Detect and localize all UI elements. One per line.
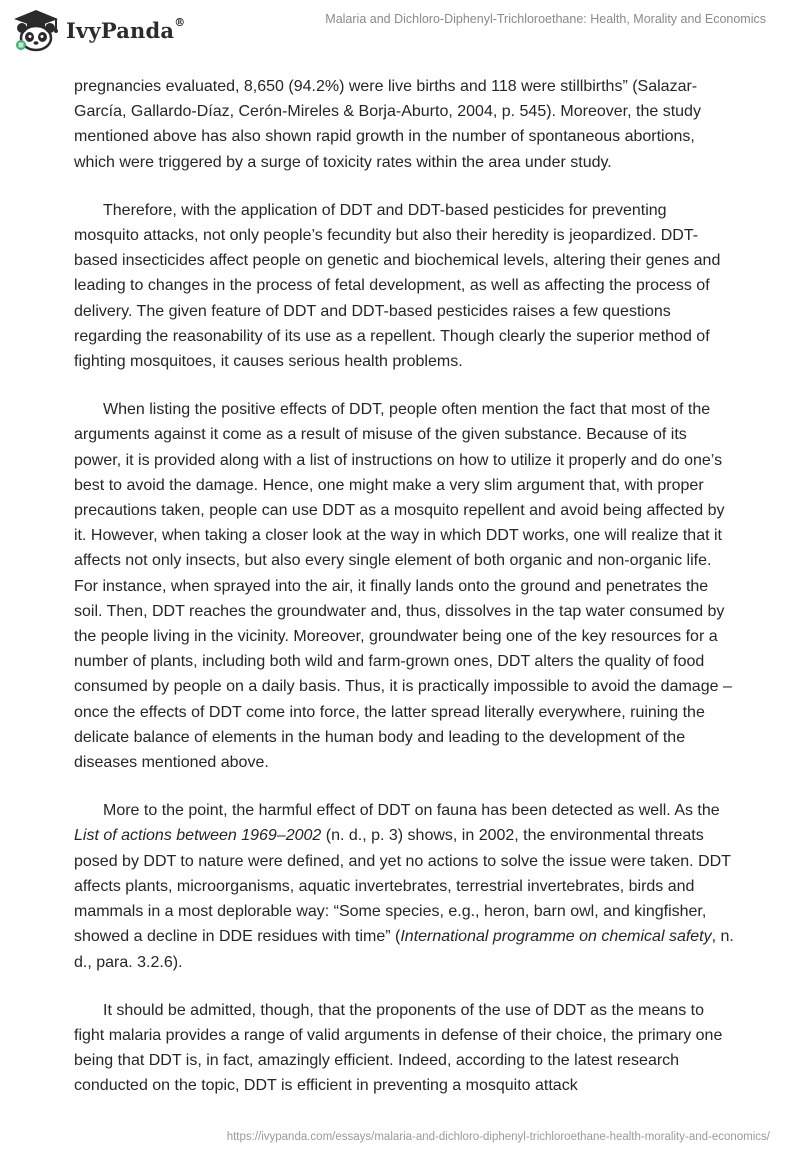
paragraph-5: It should be admitted, though, that the proponents of the use of DDT as the means to fight malaria provides a range of valid arguments in defense of their choice, the primary one being that DDT is, in fact, amazingly efficient. Indeed, according to the latest research conducted on the topic, DDT is efficient in preventing a mosquito attack (74, 1001, 723, 1095)
ivypanda-logo[interactable] (12, 8, 185, 52)
source-url[interactable]: https://ivypanda.com/essays/malaria-and-dichloro-diphenyl-trichloroethane-health-morality-and-economics/ (226, 1131, 770, 1143)
essay-body (74, 74, 734, 1122)
paragraph-3: When listing the positive effects of DDT, people often mention the fact that most of the arguments against it come as a result of misuse of the given substance. Because of its power, it is provided along with a list of instructions on how to utilize it properly and do one’s best to avoid the damage. Hence, one might make a very slim argument that, with proper precautions taken, people can use DDT as a mosquito repellent and avoid being affected by it. However, when taking a closer look at the way in which DDT works, one will realize that it affects not only insects, but also every single element of both organic and non-organic life. For instance, when sprayed into the air, it finally lands onto the ground and penetrates the soil. Then, DDT reaches the groundwater and, thus, dissolves in the tap water consumed by the people living in the vicinity. Moreover, groundwater being one of the key resources for a number of plants, including both wild and farm-grown ones, DDT alters the quality of food consumed by people on a daily basis. Thus, it is practically impossible to avoid the damage – once the effects of DDT come into force, the latter spread literally everywhere, ruining the delicate balance of elements in the human body and leading to the development of the diseases mentioned above. (74, 401, 732, 772)
running-title: Malaria and Dichloro-Diphenyl-Trichloroethane: Health, Morality and Economics (325, 12, 766, 26)
logo-wordmark: IvyPanda® (66, 15, 186, 43)
paragraph-1: pregnancies evaluated, 8,650 (94.2%) were live births and 118 were stillbirths” (Salazar-García, Gallardo-Díaz, Cerón-Mireles & Borja-Aburto, 2004, p. 545). Moreover, the study mentioned above has also shown rapid growth in the number of spontaneous abortions, which were triggered by a surge of toxicity rates within the area under study. (74, 78, 701, 171)
citation-title: List of actions between 1969–2002 (74, 827, 322, 845)
panda-graduate-icon (12, 8, 60, 52)
paragraph-4: More to the point, the harmful effect of DDT on fauna has been detected as well. As the List of actions between 1969–2002 (n. d., p. 3) shows, in 2002, the environmental threats posed by DDT to nature were defined, and yet no actions to solve the issue were taken. DDT affects plants, microorganisms, aquatic invertebrates, terrestrial invertebrates, birds and mammals in a most deplorable way: “Some species, e.g., heron, barn owl, and kingfisher, showed a decline in DDE residues with time” (International programme on chemical safety, n. d., para. 3.2.6). (74, 802, 734, 971)
paragraph-2: Therefore, with the application of DDT and DDT-based pesticides for preventing mosquito attacks, not only people’s fecundity but also their heredity is jeopardized. DDT-based insecticides affect people on genetic and biochemical levels, altering their genes and leading to changes in the process of fetal development, as well as affecting the process of delivery. The given feature of DDT and DDT-based pesticides raises a few questions regarding the reasonability of its use as a repellent. Though clearly the superior method of fighting mosquitoes, it causes serious health problems. (74, 201, 721, 371)
page-header (0, 0, 800, 60)
citation-title: International programme on chemical safety (400, 928, 712, 946)
